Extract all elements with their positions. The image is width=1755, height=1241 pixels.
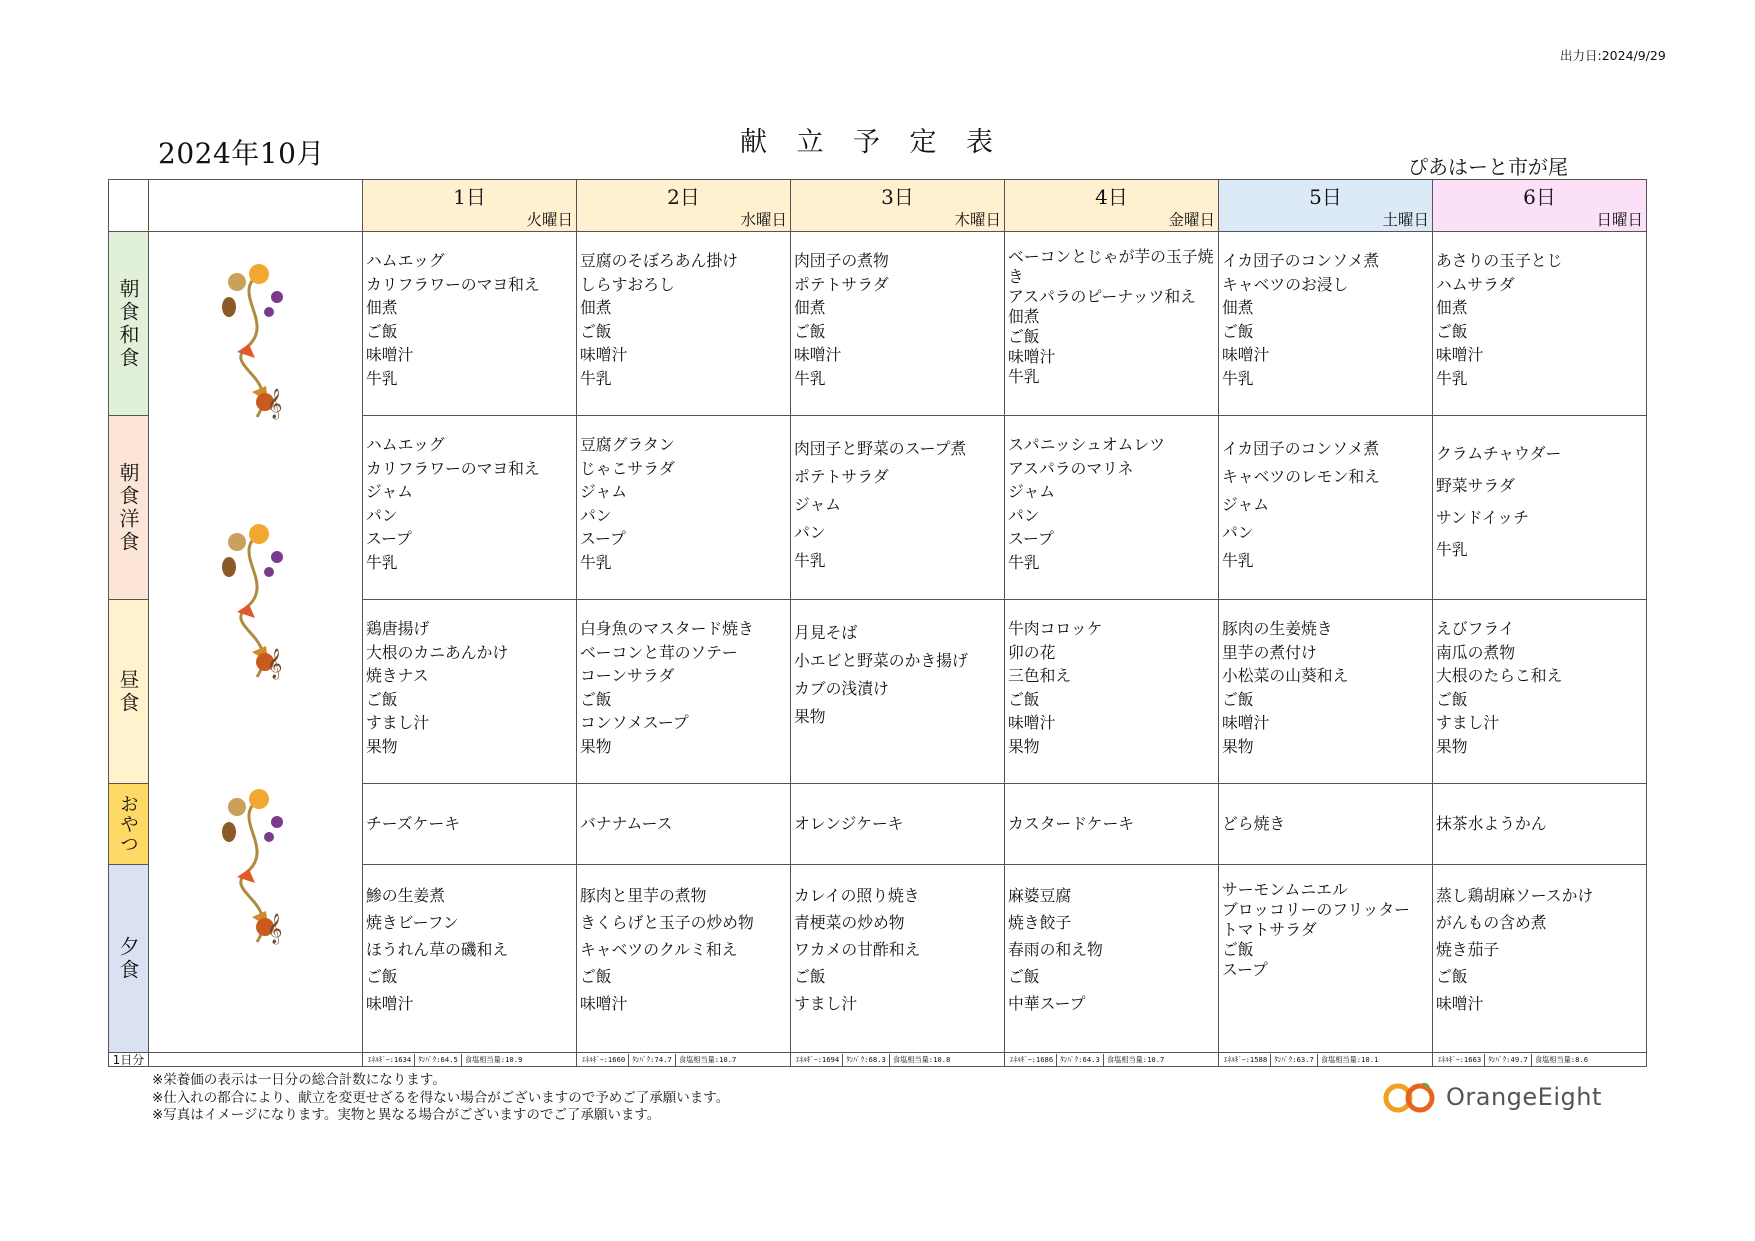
menu-item: えびフライ xyxy=(1436,619,1515,638)
menu-item: 麻婆豆腐 xyxy=(1008,886,1072,905)
menu-item: 牛乳 xyxy=(794,551,826,570)
day-header xyxy=(363,180,577,232)
menu-cell-snack xyxy=(1433,784,1647,865)
salt-value: 食塩相当量:10.9 xyxy=(464,1054,523,1064)
menu-item: 牛乳 xyxy=(1436,368,1468,388)
menu-item: 果物 xyxy=(794,707,826,726)
menu-item: カブの浅漬け xyxy=(794,679,889,698)
menu-item: 野菜サラダ xyxy=(1436,476,1515,495)
energy-value: ｴﾈﾙｷﾞｰ:1660 xyxy=(579,1054,629,1066)
picture-header-cell xyxy=(149,180,363,232)
menu-cell-lunch xyxy=(1005,600,1219,784)
menu-item: 青梗菜の炒め物 xyxy=(794,913,905,932)
salt-value: 食塩相当量:10.1 xyxy=(1320,1054,1379,1064)
menu-item: スープ xyxy=(580,529,626,548)
menu-item: 里芋の煮付け xyxy=(1222,642,1317,662)
energy-value: ｴﾈﾙｷﾞｰ:1663 xyxy=(1435,1054,1485,1066)
title-char: 予 xyxy=(853,127,881,158)
menu-item: ご飯 xyxy=(1436,689,1468,709)
menu-item: 大根のたらこ和え xyxy=(1436,666,1563,685)
menu-item: 小エビと野菜のかき揚げ xyxy=(794,651,968,670)
menu-item: スパニッシュオムレツ xyxy=(1008,435,1166,454)
day-header xyxy=(577,180,791,232)
menu-item: スープ xyxy=(366,529,412,548)
menu-item: アスパラのマリネ xyxy=(1008,458,1134,478)
menu-item: 牛乳 xyxy=(1436,540,1468,559)
menu-item: 味噌汁 xyxy=(366,345,414,364)
menu-item: カリフラワーのマヨ和え xyxy=(366,458,540,478)
nutrition-blank-cell xyxy=(149,1053,363,1067)
menu-item: ご飯 xyxy=(366,689,398,709)
day-date: 5日 xyxy=(1309,185,1342,209)
menu-item: 豚肉と里芋の煮物 xyxy=(580,886,707,905)
menu-item: コンソメスープ xyxy=(580,713,689,732)
menu-item: ジャム xyxy=(1008,482,1056,501)
energy-value: ｴﾈﾙｷﾞｰ:1588 xyxy=(1221,1054,1271,1066)
menu-item: 豆腐グラタン xyxy=(580,435,675,454)
menu-item: アスパラのピーナッツ和え xyxy=(1008,287,1196,306)
menu-item: すまし汁 xyxy=(794,994,858,1013)
menu-item: パン xyxy=(1008,505,1040,525)
menu-item: 果物 xyxy=(366,736,398,756)
menu-item: すまし汁 xyxy=(366,713,430,732)
menu-item: 白身魚のマスタード焼き xyxy=(580,619,754,638)
menu-item: オレンジケーキ xyxy=(794,814,904,833)
energy-value: ｴﾈﾙｷﾞｰ:1694 xyxy=(793,1054,843,1066)
menu-item: 抹茶水ようかん xyxy=(1436,814,1547,833)
menu-item: パン xyxy=(366,505,398,525)
menu-item: カレイの照り焼き xyxy=(794,886,920,905)
menu-cell-snack xyxy=(577,784,791,865)
day-header xyxy=(1219,180,1433,232)
footnote: ※写真はイメージになります。実物と異なる場合がございますのでご了承願います。 xyxy=(152,1107,661,1123)
menu-cell-breakfast-western xyxy=(1005,416,1219,600)
meal-label-breakfast-japanese: 朝食和食 xyxy=(109,232,149,416)
menu-cell-lunch xyxy=(1433,600,1647,784)
protein-value: ﾀﾝﾊﾟｸ:68.3 xyxy=(843,1054,890,1066)
day-header xyxy=(1005,180,1219,232)
menu-item: がんもの含め煮 xyxy=(1436,913,1547,932)
menu-item: 味噌汁 xyxy=(1436,994,1484,1013)
menu-item: 豚肉の生姜焼き xyxy=(1222,619,1333,638)
menu-item: ジャム xyxy=(366,482,414,501)
menu-item: しらすおろし xyxy=(580,274,675,294)
menu-item: 卯の花 xyxy=(1008,642,1056,662)
menu-item: 味噌汁 xyxy=(1222,345,1270,364)
menu-item: ハムエッグ xyxy=(366,251,445,270)
menu-item: トマトサラダ xyxy=(1222,920,1317,939)
corner-cell xyxy=(109,180,149,232)
menu-item: ご飯 xyxy=(1222,689,1254,709)
menu-cell-lunch xyxy=(1219,600,1433,784)
menu-item: パン xyxy=(580,505,612,525)
menu-item: 果物 xyxy=(1436,736,1468,756)
facility-name: ぴあはーと市が尾 xyxy=(1408,155,1568,179)
title-char: 献 xyxy=(740,127,768,158)
menu-item: あさりの玉子とじ xyxy=(1436,251,1563,270)
menu-item: バナナムース xyxy=(580,814,673,833)
day-weekday: 土曜日 xyxy=(1382,211,1429,229)
menu-cell-breakfast-western xyxy=(791,416,1005,600)
menu-item: ベーコンとじゃが芋の玉子焼き xyxy=(1008,247,1214,286)
nutrition-cell xyxy=(363,1053,577,1067)
day-date: 3日 xyxy=(881,185,914,209)
menu-cell-breakfast-western xyxy=(1433,416,1647,600)
title-char: 立 xyxy=(796,127,824,158)
menu-item: 佃煮 xyxy=(1436,298,1468,317)
month-title: 2024年10月 xyxy=(158,137,325,170)
autumn-music-note-icon xyxy=(207,777,307,967)
menu-item: きくらげと玉子の炒め物 xyxy=(580,913,754,932)
menu-cell-snack xyxy=(1219,784,1433,865)
menu-item: ワカメの甘酢和え xyxy=(794,940,921,959)
menu-item: 果物 xyxy=(580,736,612,756)
menu-item: ご飯 xyxy=(794,321,826,341)
day-date: 6日 xyxy=(1523,185,1556,209)
menu-cell-breakfast-japanese xyxy=(1433,232,1647,416)
menu-item: ジャム xyxy=(1222,495,1270,514)
menu-item: ハムサラダ xyxy=(1436,274,1515,294)
menu-item: ご飯 xyxy=(580,967,612,986)
menu-item: ポテトサラダ xyxy=(794,467,889,486)
menu-item: 牛乳 xyxy=(580,552,612,572)
energy-value: ｴﾈﾙｷﾞｰ:1686 xyxy=(1007,1054,1057,1066)
menu-cell-lunch xyxy=(577,600,791,784)
menu-cell-dinner xyxy=(577,865,791,1053)
menu-item: コーンサラダ xyxy=(580,666,675,685)
menu-item: 三色和え xyxy=(1008,666,1072,685)
salt-value: 食塩相当量:8.6 xyxy=(1534,1054,1589,1064)
menu-cell-breakfast-western xyxy=(1219,416,1433,600)
nutrition-cell xyxy=(577,1053,791,1067)
menu-item: ご飯 xyxy=(1436,967,1468,986)
menu-item: 鯵の生姜煮 xyxy=(366,886,445,905)
nutrition-cell xyxy=(1219,1053,1433,1067)
menu-cell-dinner xyxy=(791,865,1005,1053)
menu-cell-breakfast-japanese xyxy=(363,232,577,416)
nutrition-cell xyxy=(1433,1053,1647,1067)
protein-value: ﾀﾝﾊﾟｸ:64.3 xyxy=(1057,1054,1104,1066)
menu-item: 佃煮 xyxy=(580,298,612,317)
menu-item: キャベツのレモン和え xyxy=(1222,467,1380,486)
menu-item: ご飯 xyxy=(794,967,826,986)
title-char: 表 xyxy=(966,127,994,158)
svg-text:𝄞: 𝄞 xyxy=(267,914,283,944)
day-weekday: 水曜日 xyxy=(740,211,787,229)
salt-value: 食塩相当量:10.7 xyxy=(1106,1054,1165,1064)
menu-item: ご飯 xyxy=(1436,321,1468,341)
menu-table xyxy=(108,179,1647,1067)
menu-item: ポテトサラダ xyxy=(794,274,889,294)
menu-item: チーズケーキ xyxy=(366,814,460,833)
menu-item: 豆腐のそぼろあん掛け xyxy=(580,251,738,270)
menu-cell-lunch xyxy=(791,600,1005,784)
nutrition-cell xyxy=(791,1053,1005,1067)
meal-label-dinner: 夕食 xyxy=(109,865,149,1053)
menu-cell-dinner xyxy=(363,865,577,1053)
menu-item: 佃煮 xyxy=(1222,298,1254,317)
menu-item: 肉団子と野菜のスープ煮 xyxy=(794,439,967,458)
nutrition-cell xyxy=(1005,1053,1219,1067)
menu-item: ジャム xyxy=(794,495,842,514)
menu-cell-snack xyxy=(363,784,577,865)
day-date: 2日 xyxy=(667,185,700,209)
menu-item: サンドイッチ xyxy=(1436,508,1529,527)
menu-item: イカ団子のコンソメ煮 xyxy=(1222,251,1380,270)
menu-item: じゃこサラダ xyxy=(580,458,675,478)
protein-value: ﾀﾝﾊﾟｸ:64.5 xyxy=(415,1054,462,1066)
menu-item: 牛乳 xyxy=(1222,551,1254,570)
menu-item: 佃煮 xyxy=(794,298,826,317)
day-weekday: 火曜日 xyxy=(526,211,573,229)
meal-label-lunch: 昼食 xyxy=(109,600,149,784)
menu-item: 味噌汁 xyxy=(1222,713,1270,732)
menu-item: どら焼き xyxy=(1222,814,1286,833)
menu-item: ご飯 xyxy=(1008,327,1040,346)
menu-cell-snack xyxy=(1005,784,1219,865)
menu-item: 佃煮 xyxy=(366,298,398,317)
svg-text:𝄞: 𝄞 xyxy=(267,649,283,679)
menu-item: ご飯 xyxy=(1222,321,1254,341)
menu-item: 味噌汁 xyxy=(580,345,628,364)
decoration-column xyxy=(149,232,363,1053)
day-weekday: 金曜日 xyxy=(1168,211,1215,229)
menu-item: 牛乳 xyxy=(1222,368,1254,388)
menu-item: カリフラワーのマヨ和え xyxy=(366,274,540,294)
menu-item: ジャム xyxy=(580,482,628,501)
menu-item: ご飯 xyxy=(1222,940,1254,959)
menu-item: キャベツのお浸し xyxy=(1222,274,1349,294)
document-title xyxy=(740,120,994,159)
footnote: ※仕入れの都合により、献立を変更せざるを得ない場合がございますので予めご了承願います。 xyxy=(152,1089,730,1106)
day-weekday: 木曜日 xyxy=(954,211,1001,229)
menu-cell-breakfast-japanese xyxy=(791,232,1005,416)
orangeeight-logo-icon xyxy=(1382,1081,1438,1113)
menu-item: 果物 xyxy=(1008,736,1040,756)
footnotes xyxy=(152,1072,729,1125)
menu-item: 大根のカニあんかけ xyxy=(366,642,509,662)
menu-cell-dinner xyxy=(1433,865,1647,1053)
menu-cell-lunch xyxy=(363,600,577,784)
menu-item: ご飯 xyxy=(366,967,398,986)
autumn-music-note-icon xyxy=(207,512,307,702)
menu-item: 焼きナス xyxy=(366,666,429,685)
menu-cell-breakfast-japanese xyxy=(1219,232,1433,416)
logo-text: OrangeEight xyxy=(1446,1083,1602,1111)
menu-item: ブロッコリーのフリッター xyxy=(1222,900,1410,919)
menu-item: 牛乳 xyxy=(366,368,398,388)
svg-text:𝄞: 𝄞 xyxy=(267,389,283,419)
menu-item: イカ団子のコンソメ煮 xyxy=(1222,439,1380,458)
menu-item: スープ xyxy=(1008,529,1054,548)
menu-item: ハムエッグ xyxy=(366,435,445,454)
day-date: 4日 xyxy=(1095,185,1128,209)
title-char: 定 xyxy=(909,127,937,158)
menu-item: 肉団子の煮物 xyxy=(794,251,889,270)
protein-value: ﾀﾝﾊﾟｸ:49.7 xyxy=(1485,1054,1532,1066)
menu-item: 中華スープ xyxy=(1008,994,1086,1013)
menu-cell-dinner xyxy=(1005,865,1219,1053)
menu-item: 味噌汁 xyxy=(580,994,628,1013)
menu-item: パン xyxy=(794,523,826,542)
menu-item: 味噌汁 xyxy=(1436,345,1484,364)
protein-value: ﾀﾝﾊﾟｸ:74.7 xyxy=(629,1054,676,1066)
menu-item: 南瓜の煮物 xyxy=(1436,642,1515,662)
salt-value: 食塩相当量:10.7 xyxy=(678,1054,737,1064)
menu-item: 焼き餃子 xyxy=(1008,913,1072,932)
menu-cell-breakfast-japanese xyxy=(577,232,791,416)
day-weekday: 日曜日 xyxy=(1596,211,1643,229)
menu-item: 味噌汁 xyxy=(366,994,414,1013)
menu-item: カスタードケーキ xyxy=(1008,814,1135,833)
menu-cell-snack xyxy=(791,784,1005,865)
menu-item: 牛乳 xyxy=(1008,367,1040,386)
menu-item: 牛乳 xyxy=(1008,552,1040,572)
menu-cell-dinner xyxy=(1219,865,1433,1053)
menu-item: ご飯 xyxy=(366,321,398,341)
energy-value: ｴﾈﾙｷﾞｰ:1634 xyxy=(365,1054,415,1066)
menu-item: キャベツのクルミ和え xyxy=(580,940,738,959)
menu-item: 味噌汁 xyxy=(794,345,842,364)
menu-cell-breakfast-japanese xyxy=(1005,232,1219,416)
menu-item: 春雨の和え物 xyxy=(1008,940,1103,959)
menu-item: ご飯 xyxy=(580,689,612,709)
menu-item: 鶏唐揚げ xyxy=(366,619,430,638)
menu-item: パン xyxy=(1222,523,1254,542)
protein-value: ﾀﾝﾊﾟｸ:63.7 xyxy=(1271,1054,1318,1066)
menu-item: 牛乳 xyxy=(366,552,398,572)
menu-item: 佃煮 xyxy=(1008,307,1040,326)
menu-item: 味噌汁 xyxy=(1008,713,1056,732)
menu-item: ほうれん草の磯和え xyxy=(366,940,509,959)
output-date: 出力日:2024/9/29 xyxy=(1560,48,1666,63)
menu-item: クラムチャウダー xyxy=(1436,444,1562,463)
menu-item: 月見そば xyxy=(794,623,858,642)
per-day-label: 1日分 xyxy=(109,1053,149,1067)
menu-item: 小松菜の山葵和え xyxy=(1222,666,1349,685)
menu-item: 焼きビーフン xyxy=(366,913,459,932)
autumn-music-note-icon xyxy=(207,252,307,442)
menu-item: 蒸し鶏胡麻ソースかけ xyxy=(1436,886,1594,905)
menu-item: サーモンムニエル xyxy=(1222,880,1348,899)
menu-item: 牛乳 xyxy=(794,368,826,388)
meal-label-breakfast-western: 朝食洋食 xyxy=(109,416,149,600)
menu-item: 味噌汁 xyxy=(1008,347,1056,366)
menu-item: ご飯 xyxy=(1008,689,1040,709)
menu-item: すまし汁 xyxy=(1436,713,1500,732)
menu-item: ご飯 xyxy=(1008,967,1040,986)
day-header xyxy=(1433,180,1647,232)
menu-item: 牛乳 xyxy=(580,368,612,388)
footnote: ※栄養価の表示は一日分の総合計数になります。 xyxy=(152,1072,446,1088)
day-header xyxy=(791,180,1005,232)
menu-item: スープ xyxy=(1222,960,1268,979)
menu-item: 牛肉コロッケ xyxy=(1008,619,1103,638)
menu-item: ベーコンと茸のソテー xyxy=(580,642,738,662)
menu-item: 果物 xyxy=(1222,736,1254,756)
day-date: 1日 xyxy=(453,185,486,209)
menu-cell-breakfast-western xyxy=(363,416,577,600)
menu-item: ご飯 xyxy=(580,321,612,341)
orangeeight-logo xyxy=(1382,1077,1608,1117)
menu-item: 焼き茄子 xyxy=(1436,940,1500,959)
meal-label-snack: おやつ xyxy=(109,784,149,865)
salt-value: 食塩相当量:10.8 xyxy=(892,1054,951,1064)
menu-cell-breakfast-western xyxy=(577,416,791,600)
